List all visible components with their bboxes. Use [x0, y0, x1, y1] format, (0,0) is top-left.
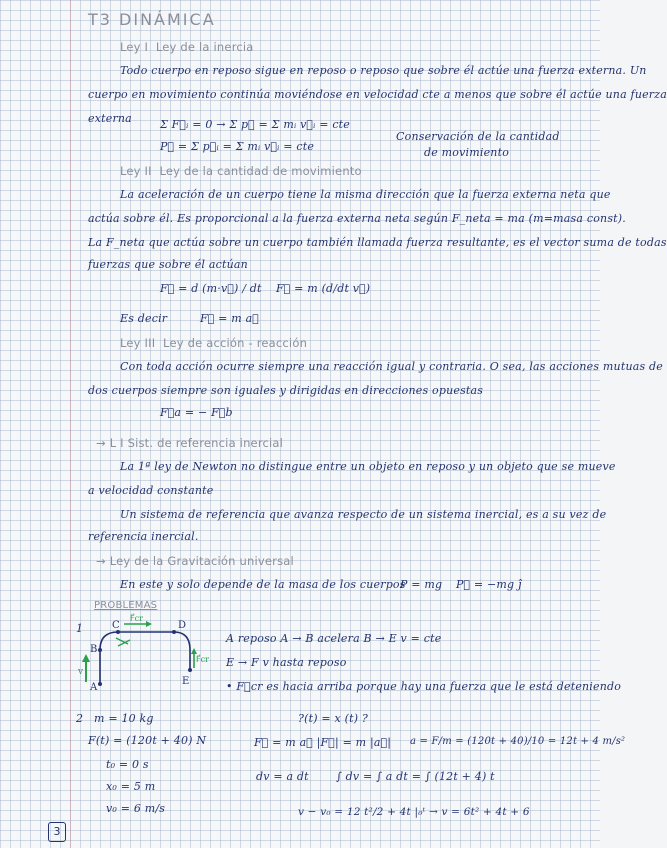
- force-label-right: F⃗cr: [196, 655, 209, 664]
- point-b-label: B: [90, 644, 98, 655]
- law3-number: Ley III: [120, 336, 156, 350]
- law2-equation-1: F⃗ = d (m·v⃗) / dt: [160, 282, 262, 295]
- problem1-line-2: E → F v hasta reposo: [226, 656, 347, 669]
- law3-label: [120, 336, 307, 350]
- problem2-eq-dv: dv = a dt: [256, 770, 309, 783]
- law2-label: [120, 164, 362, 178]
- law3-line-2: dos cuerpos siempre son iguales y dirigidas en direcciones opuestas: [88, 384, 484, 397]
- law2-equation-3: F⃗ = m a⃗: [200, 312, 259, 325]
- gravity-equation-2: P⃗ = −mg ĵ: [456, 578, 522, 591]
- problem2-eq-a: a = F/m = (120t + 40)/10 = 12t + 4 m/s²: [410, 736, 626, 747]
- problem1-diagram: [78, 612, 208, 692]
- page-title: T3 DINÁMICA: [88, 10, 216, 29]
- point-b-dot: [98, 648, 102, 652]
- law1-note-1: Conservación de la cantidad: [396, 130, 560, 143]
- velocity-label: v: [78, 667, 84, 677]
- problem2-eq-top: ?(t) = x (t) ?: [298, 712, 369, 725]
- gravity-equation-1: P = mg: [400, 578, 443, 591]
- law2-number: Ley II: [120, 164, 152, 178]
- point-a-label: A: [90, 682, 98, 693]
- top-force-arrow-head: [146, 621, 152, 627]
- given-t0: t₀ = 0 s: [106, 758, 149, 771]
- point-c-label: C: [112, 620, 120, 631]
- page-number: 3: [48, 822, 66, 842]
- law2-equation-2: F⃗ = m (d/dt v⃗): [276, 282, 371, 295]
- given-x0: x₀ = 5 m: [106, 780, 156, 793]
- inertial-line-2: a velocidad constante: [88, 484, 214, 497]
- law3-name: Ley de acción - reacción: [163, 336, 308, 350]
- problem1-line-3: • F⃗cr es hacia arriba porque hay una fuerza que le está deteniendo: [226, 680, 622, 693]
- track-path: [100, 632, 190, 684]
- point-a-dot: [98, 682, 102, 686]
- velocity-arrow-head: [82, 654, 90, 662]
- law3-line-1: Con toda acción ocurre siempre una reacción igual y contraria. O sea, las acciones mutuas de: [120, 360, 663, 373]
- law2-line-1: La aceleración de un cuerpo tiene la misma dirección que la fuerza externa neta que: [120, 188, 611, 201]
- force-label-top: F⃗cr: [130, 614, 143, 623]
- problem2-number: 2: [76, 712, 84, 725]
- margin-line: [70, 0, 71, 848]
- law1-equation-2: P⃗ = Σ p⃗ᵢ = Σ mᵢ v⃗ᵢ = cte: [160, 140, 315, 153]
- inertial-line-3: Un sistema de referencia que avanza respecto de un sistema inercial, es a su vez de: [120, 508, 607, 521]
- gravity-title: → Ley de la Gravitación universal: [96, 554, 294, 568]
- law2-line-3: La F_neta que actúa sobre un cuerpo también llamada fuerza resultante, es el vector suma de todas: [88, 236, 667, 249]
- law2-line-4: fuerzas que sobre él actúan: [88, 258, 248, 271]
- law1-line-3: externa: [88, 112, 132, 125]
- law2-line-2: actúa sobre él. Es proporcional a la fuerza externa neta según F_neta = ma (m=masa const).: [88, 212, 626, 225]
- law1-name: Ley de la inercia: [155, 40, 254, 54]
- law3-equation-1: F⃗a = − F⃗b: [160, 406, 233, 419]
- right-force-arrow-head: [191, 648, 197, 654]
- point-e-dot: [188, 668, 192, 672]
- law2-name: Ley de la cantidad de movimiento: [159, 164, 362, 178]
- law1-line-1: Todo cuerpo en reposo sigue en reposo o reposo que sobre él actúe una fuerza externa. Un: [120, 64, 647, 77]
- given-force: F(t) = (120t + 40) N: [88, 734, 207, 747]
- law1-line-2: cuerpo en movimiento continúa moviéndose en velocidad cte a menos que sobre él actúe una fuerza: [88, 88, 667, 101]
- corner-arrow-1: [116, 638, 128, 644]
- problem2-eq-newton: F⃗ = m a⃗ |F⃗| = m |a⃗|: [254, 736, 392, 749]
- gravity-line: En este y solo depende de la masa de los cuerpos: [120, 578, 406, 591]
- point-d-label: D: [178, 620, 187, 631]
- problem2-eq-int: ∫ dv = ∫ a dt = ∫ (12t + 4) t: [336, 770, 495, 783]
- corner-arrow-2: [118, 640, 130, 646]
- law1-number: Ley I: [120, 40, 149, 54]
- given-v0: v₀ = 6 m/s: [106, 802, 166, 815]
- given-mass: m = 10 kg: [94, 712, 154, 725]
- law1-note-2: de movimiento: [424, 146, 510, 159]
- inertial-title: → L I Sist. de referencia inercial: [96, 436, 284, 450]
- law1-equation-1: Σ F⃗ᵢ = 0 → Σ p⃗ = Σ mᵢ v⃗ᵢ = cte: [160, 118, 351, 131]
- problems-title: PROBLEMAS: [94, 600, 158, 611]
- law2-says: Es decir: [120, 312, 168, 325]
- inertial-line-4: referencia inercial.: [88, 530, 199, 543]
- law1-label: [120, 40, 254, 54]
- point-d-dot: [172, 630, 176, 634]
- problem2-eq-final: v − v₀ = 12 t²/2 + 4t |₀ᵗ → v = 6t² + 4t + 6: [298, 806, 530, 818]
- problem1-line-1: A reposo A → B acelera B → E v = cte: [226, 632, 442, 645]
- inertial-line-1: La 1ª ley de Newton no distingue entre un objeto en reposo y un objeto que se mueve: [120, 460, 616, 473]
- problem1-number: 1: [76, 622, 84, 635]
- point-e-label: E: [182, 676, 190, 687]
